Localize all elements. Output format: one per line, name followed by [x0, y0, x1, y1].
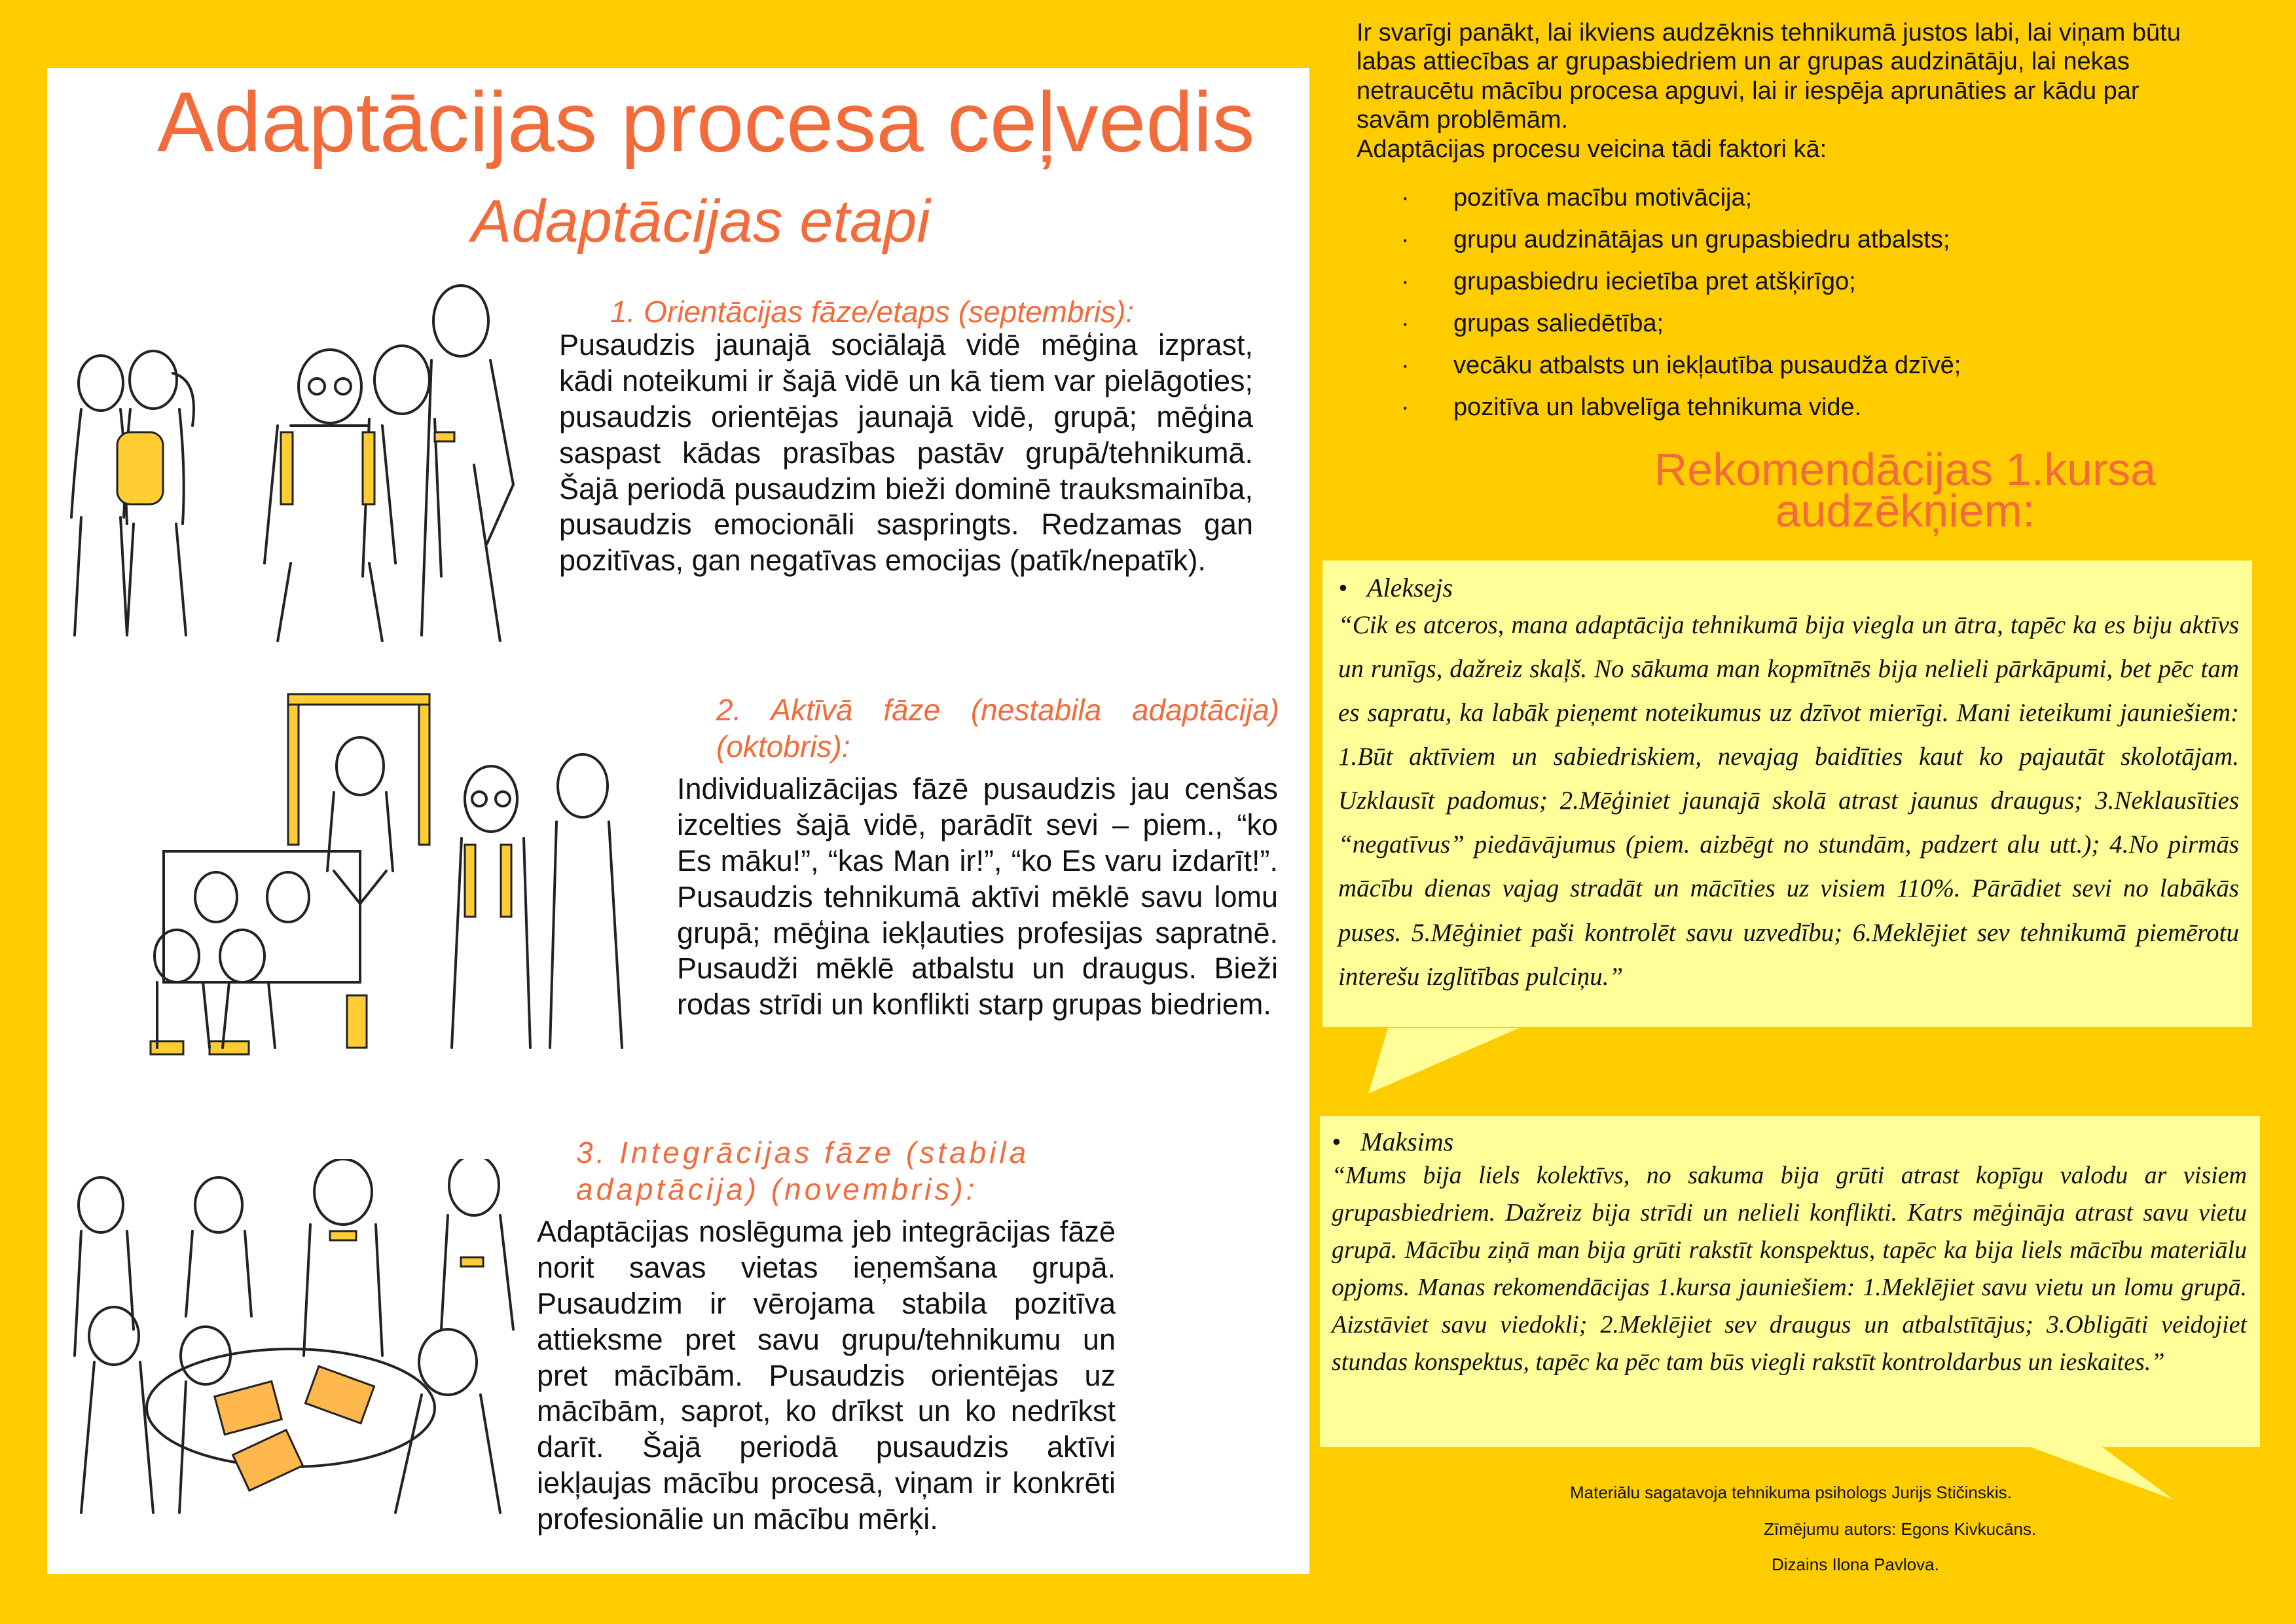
- factors-list: [1401, 177, 2187, 428]
- phase-2-body: Individualizācijas fāzē pusaudzis jau cenšas izcelties šajā vidē, parādīt sevi – piem., “ko Es māku!”, “kas Man ir!”, “ko Es varu izdarīt!”. Pusaudzis tehnikumā aktīvi mēklē savu lomu grupā; mēģina iekļauties profesijas sapratnē. Pusaudži mēklē atbalstu un draugus. Bieži rodas strīdi un konflikti starp grupas biedriem.: [677, 772, 1278, 1022]
- orientation-illustration: [55, 268, 553, 642]
- phase-1-heading: 1. Orientācijas fāze/etaps (septembris):: [610, 295, 1135, 329]
- list-item: · grupas saliedētība;: [1401, 303, 2187, 344]
- bullet: ·: [1401, 268, 1410, 295]
- intro-block: [1357, 18, 2208, 164]
- bullet: ·: [1401, 310, 1410, 337]
- recommendations-title: Rekomendācijas 1.kursa audzēkņiem:: [1654, 444, 2157, 536]
- credit-design: Dizains Ilona Pavlova.: [1772, 1555, 1939, 1574]
- bullet: ·: [1401, 226, 1410, 253]
- list-item: · grupu audzinātājas un grupasbiedru atbalsts;: [1401, 219, 2187, 261]
- quote-author: • Aleksejs: [1338, 573, 1453, 602]
- credit-prepared: Materiālu sagatavoja tehnikuma psihologs Jurijs Stičinskis.: [1570, 1483, 2012, 1502]
- poster-title: Adaptācijas procesa ceļvedis: [157, 74, 1255, 170]
- list-item: · vecāku atbalsts un iekļautība pusaudža dzīvē;: [1401, 344, 2187, 386]
- credit-drawings: Zīmējumu autors: Egons Kivkucāns.: [1764, 1519, 2037, 1539]
- phase-3-body: Adaptācijas noslēguma jeb integrācijas fāzē norit savas vietas ieņemšana grupā. Pusaudzim ir vērojama stabila pozitīva attieksme pret savu grupu/tehnikumu un pret mācībām. Pusaudzis orientējas uz mācībām, saprot, ko drīkst un ko nedrīkst darīt. Šajā periodā pusaudzis aktīvi iekļaujas mācību procesā, viņam ir konkrēti profesionālie un mācību mērķi.: [537, 1215, 1116, 1536]
- integration-phase-illustration: [55, 1159, 520, 1526]
- quote-bubble-maksims: [1320, 1116, 2260, 1447]
- bullet: ·: [1401, 184, 1410, 212]
- quote-text: “Mums bija liels kolektīvs, no sakuma bija grūti atrast kopīgu valodu ar visiem grupasbiedriem. Dažreiz bija strīdi un nelieli konflikti. Katrs mēģināja atrast savu vietu grupā. Mācību ziņā man bija grūti rakstīt konspektus, tapēc ka bija liels mācību materiālu opjoms. Manas rekomendācijas 1.kursa jauniešiem: 1.Meklējiet savu vietu un lomu grupā. Aizstāviet savu viedokli; 2.Meklējiet sev draugus un atbalstītājus; 3.Obligāti veidojiet stundas konspektus, tapēc ka pēc tam būs viegli rakstīt kontroldarbus un ieskaites.”: [1332, 1162, 2247, 1376]
- poster-subtitle: Adaptācijas etapi: [471, 188, 930, 255]
- intro-text: Ir svarīgi panākt, lai ikviens audzēknis tehnikumā justos labi, lai viņam būtu labas attiecības ar grupasbiedriem un ar grupas audzinātāju, lai nekas netraucētu mācību procesa apguvi, lai ir iespēja aprunāties ar kādu par savām problēmām.: [1357, 19, 2181, 134]
- quote-text: “Cik es atceros, mana adaptācija tehnikumā bija viegla un ātra, tapēc ka es biju aktīvs un runīgs, dažreiz skaļš. No sākuma man kopmītnēs bija nelieli pārkāpumi, bet pēc tam es sapratu, ka labāk pieņemt noteikumus uz dzīvot mierīgi. Mani ieteikumi jauniešiem: 1.Būt aktīviem un sabiedriskiem, nevajag baidīties kaut ko pajautāt skolotājam. Uzklausīt padomus; 2.Mēģiniet jaunajā skolā atrast jaunus draugus; 3.Neklausīties “negatīvus” piedāvājumus (piem. aizbēgt no stundām, padzert alu utt.); 4.No pirmās mācību dienas vajag stradāt un mācīties uz visiem 110%. Pārādiet sevi no labākās puses. 5.Mēģiniet paši kontrolēt savu uzvedību; 6.Meklējiet sev tehnikumā piemērotu interešu izglītības pulciņu.”: [1338, 611, 2239, 991]
- list-item: · pozitīva macību motivācija;: [1401, 177, 2187, 219]
- quote-author: • Maksims: [1332, 1127, 1454, 1156]
- quote-bubble-aleksejs: [1322, 561, 2252, 1027]
- bullet: ·: [1401, 352, 1410, 379]
- factors-lead: Adaptācijas procesu veicina tādi faktori kā:: [1357, 135, 1827, 163]
- phase-1-body: Pusaudzis jaunajā sociālajā vidē mēģina izprast, kādi noteikumi ir šajā vidē un kā tiem var pielāgoties; pusaudzis orientējas jaunajā vidē, grupā; mēģina saspast kādas prasības pastāv grupā/tehnikumā. Šajā periodā pusaudzim bieži dominē trauksmainība, pusaudzis emocionāli saspringts. Redzamas gan pozitīvas, gan negatīvas emocijas (patīk/nepatīk).: [559, 328, 1253, 578]
- phase-2-heading: 2. Aktīvā fāze (nestabila adaptācija) (oktobris):: [716, 693, 1279, 764]
- list-item: · grupasbiedru iecietība pret atšķirīgo;: [1401, 261, 2187, 303]
- active-phase-illustration: [137, 681, 661, 1061]
- bullet: ·: [1401, 394, 1410, 421]
- list-item: · pozitīva un labvelīga tehnikuma vide.: [1401, 386, 2187, 428]
- phase-3-heading: 3. Integrācijas fāze (stabila adaptācija) (novembris):: [576, 1135, 1030, 1207]
